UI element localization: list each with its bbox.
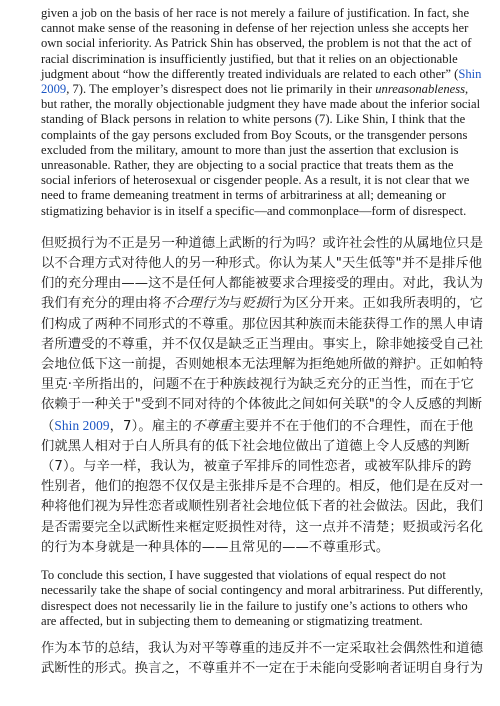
p1-emphasis-unreasonableness: unreasonableness — [375, 82, 466, 97]
p1-text-2: , 7). The employer’s disrespect does not lie primarily in their — [66, 82, 376, 97]
p2-text-2: 与 — [228, 296, 242, 312]
p1-text-3: , but rather, the morally objectionable judgment they have made about the inferior social standing of Black persons in relation to white persons (7). Like Shin, I think that the complaints of the gay persons excluded from Boy Scouts, or the transgender persons excluded from the military, amount to more than just the assertion that exclusion is unreasonable. Rather, they are objecting to a social practice that treats them as the social inferiors of heterosexual or cisgender people. As a result, it is not clear that we need to frame demeaning treatment in terms of arbitrariness at all; demeaning or stigmatizing behavior is in itself a specific—and commonplace—form of disrespect. — [41, 82, 481, 218]
p1-text-1: given a job on the basis of her race is not merely a failure of justification. In fact, she cannot make sense of the reasoning in defense of her rejection unless she accepts her own social inferiority. As Patrick Shin has observed, the problem is not that the act of racial discrimination is insufficiently justified, but that it relies on an objectionable judgment about “how the differently treated individuals are related to each other” ( — [41, 6, 472, 81]
p2-text-5: 主要并不在于他们的不合理性，而在于他们就黑人相对于白人所具有的低下社会地位做出了道德上令人反感的判断（7）。与辛一样，我认为，被童子军排斥的同性恋者，或被军队排斥的跨性别者，他们的抱怨不仅仅是主张排斥是不合理的。相反，他们是在反对一种将他们视为异性恋者或顺性别者社会地位低下者的社会做法。因此，我们是否需要完全以武断性来框定贬损性对待，这一点并不清楚；贬损或污名化的行为本身就是一种具体的——且常见的——不尊重形式。 — [41, 418, 484, 555]
citation-link-shin-2009-zh[interactable]: Shin 2009 — [54, 417, 110, 433]
p2-text-4: ，7）。雇主的 — [109, 418, 192, 434]
p2-emphasis-3: 不尊重 — [191, 418, 233, 434]
chinese-paragraph-1 — [41, 234, 484, 558]
citation-link-shin-2009[interactable]: Shin 2009 — [41, 66, 482, 97]
chinese-paragraph-2: 作为本节的总结，我认为对平等尊重的违反并不一定采取社会偶然性和道德武断性的形式。换言之，不尊重并不一定在于未能向受影响者证明自身行为 — [41, 640, 484, 677]
english-paragraph-2: To conclude this section, I have suggested that violations of equal respect do not necessarily take the shape of social contingency and moral arbitrariness. Put differently, disrespect does not necessarily lie in the failure to justify one’s actions to others who are affected, but in subjecting them to demeaning or stigmatizing treatment. — [41, 568, 484, 628]
p2-text-3: 行为区分开来。正如我所表明的，它们构成了两种不同形式的不尊重。那位因其种族而未能获得工作的黑人申请者所遭受的不尊重，并不仅仅是缺乏正当理由。事实上，除非她接受自己社会地位低下这一前提，否则她根本无法理解为拒绝她所做的辩护。正如帕特里克·辛所指出的，问题不在于种族歧视行为缺乏充分的正当性，而在于它依赖于一种关于"受到不同对待的个体彼此之间如何关联"的令人反感的判断（ — [41, 296, 484, 434]
english-paragraph-1 — [41, 6, 484, 219]
p2-emphasis-2: 贬损 — [241, 296, 269, 312]
p2-text-1: 但贬损行为不正是另一种道德上武断的行为吗？或许社会性的从属地位只是以不合理方式对待他人的另一种形式。你认为某人"天生低等"并不是排斥他们的充分理由——这不是任何人都能被要求合理接受的理由。对此，我认为我们有充分的理由将 — [41, 235, 484, 312]
p2-emphasis-1: 不合理行为 — [161, 296, 229, 312]
